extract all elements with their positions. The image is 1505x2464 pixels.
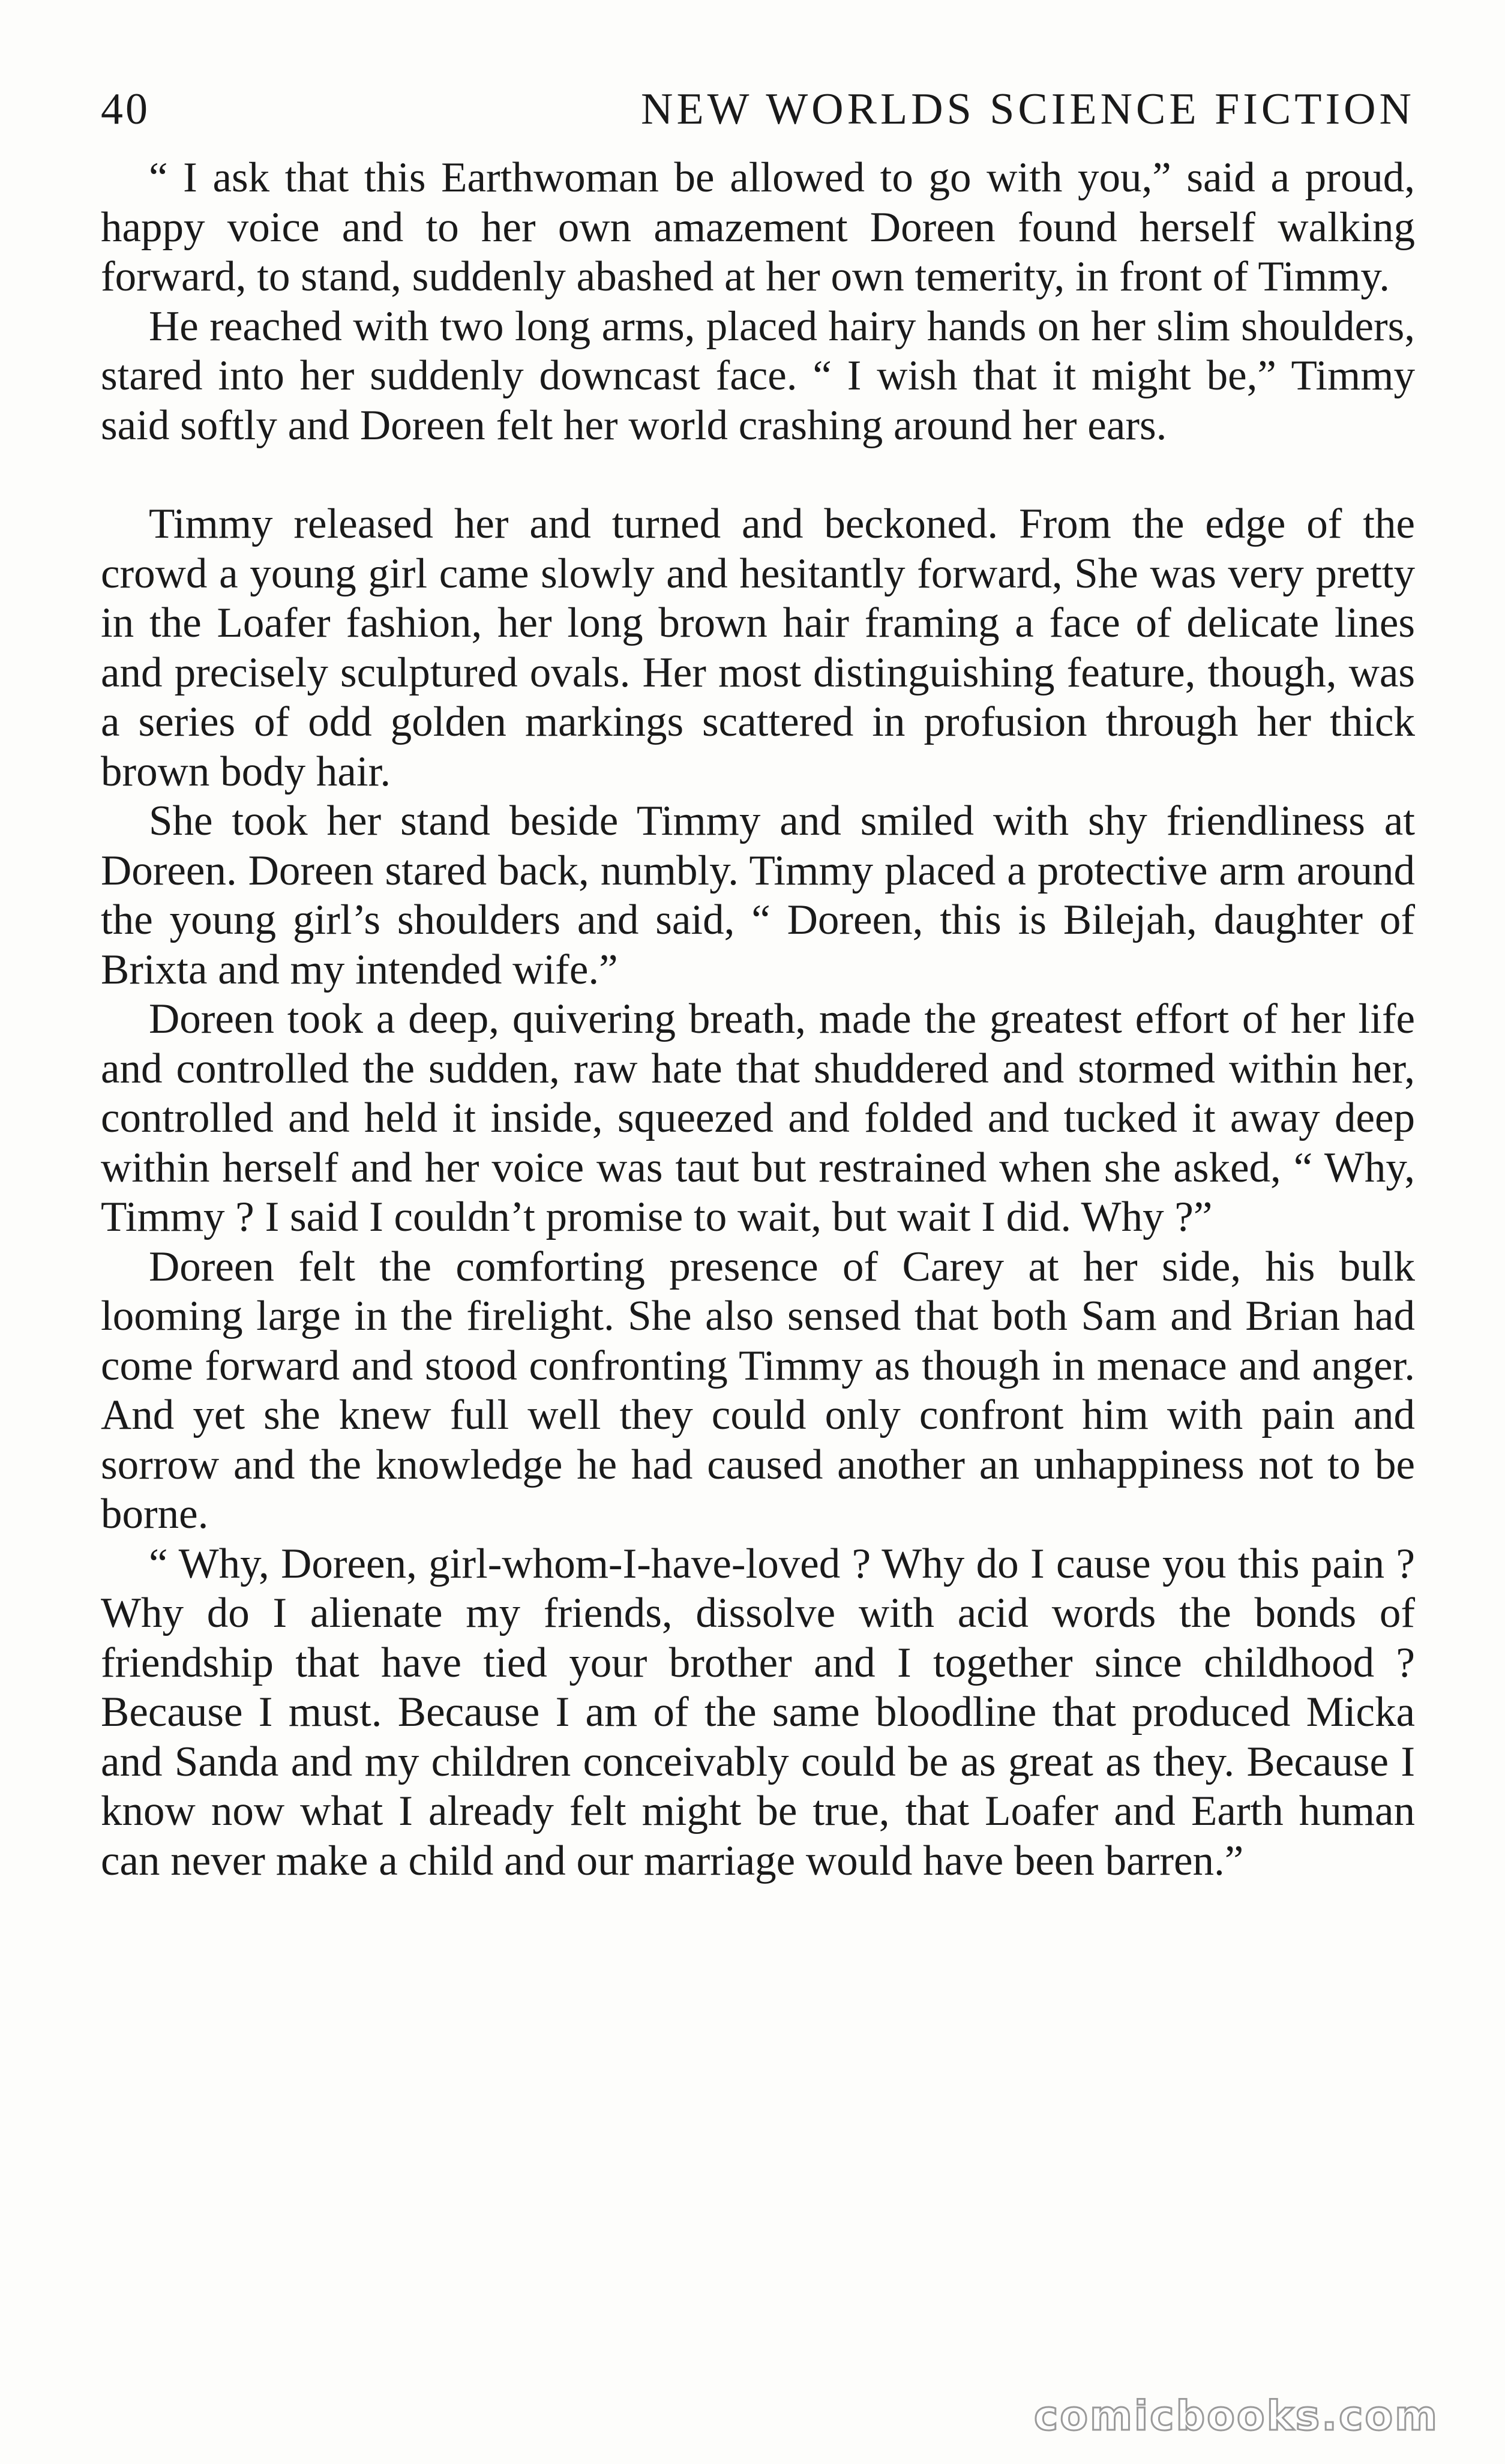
running-title: NEW WORLDS SCIENCE FICTION [641,85,1415,134]
paragraph: Doreen took a deep, quivering breath, made the greatest effort of her life and controlled the sudden, raw hate that shuddered and stormed within her, controlled and held it inside, squeezed and folded and tucked it away deep within herself and her voice was taut but restrained when she asked, “ Why, Timmy ? I said I couldn’t promise to wait, but wait I did. Why ?” [101,996,1415,1240]
paragraph: He reached with two long arms, placed hairy hands on her slim shoulders, stared into her suddenly downcast face. “ I wish that it might be,” Timmy said softly and Doreen felt her world crashing around her ears. [101,302,1415,449]
paragraph: Doreen felt the comforting presence of Carey at her side, his bulk looming large in the firelight. She also sensed that both Sam and Brian had come forward and stood confronting Timmy as though in menace and anger. And yet she knew full well they could only confront him with pain and sorrow and the knowledge he had caused another an unhappiness not to be borne. [101,1243,1415,1537]
paragraph: “ Why, Doreen, girl-whom-I-have-loved ? Why do I cause you this pain ? Why do I alienate my friends, dissolve with acid words the bonds of friendship that have tied your brother and I together since childhood ? Because I must. Because I am of the same bloodline that produced Micka and Sanda and my children conceivably could be as great as they. Because I know now what I already felt might be true, that Loafer and Earth human can never make a child and our marriage would have been barren.” [101,1540,1415,1884]
body-text [101,153,1415,1886]
paragraph: Timmy released her and turned and beckoned. From the edge of the crowd a young girl came slowly and hesitantly forward, She was very pretty in the Loafer fashion, her long brown hair framing a face of delicate lines and precisely sculptured ovals. Her most distinguishing feature, though, was a series of odd golden markings scattered in profusion through her thick brown body hair. [101,500,1415,795]
paragraph: She took her stand beside Timmy and smiled with shy friendliness at Doreen. Doreen stared back, numbly. Timmy placed a protective arm around the young girl’s shoulders and said, “ Doreen, this is Bilejah, daughter of Brixta and my intended wife.” [101,798,1415,993]
page-number: 40 [101,85,150,134]
watermark-logo: comicbooks.com [1033,2393,1439,2440]
paragraph: “ I ask that this Earthwoman be allowed to go with you,” said a proud, happy voice and to her own amazement Doreen found herself walking forward, to stand, suddenly abashed at her own temerity, in front of Timmy. [101,154,1415,300]
page-header [101,84,1415,135]
